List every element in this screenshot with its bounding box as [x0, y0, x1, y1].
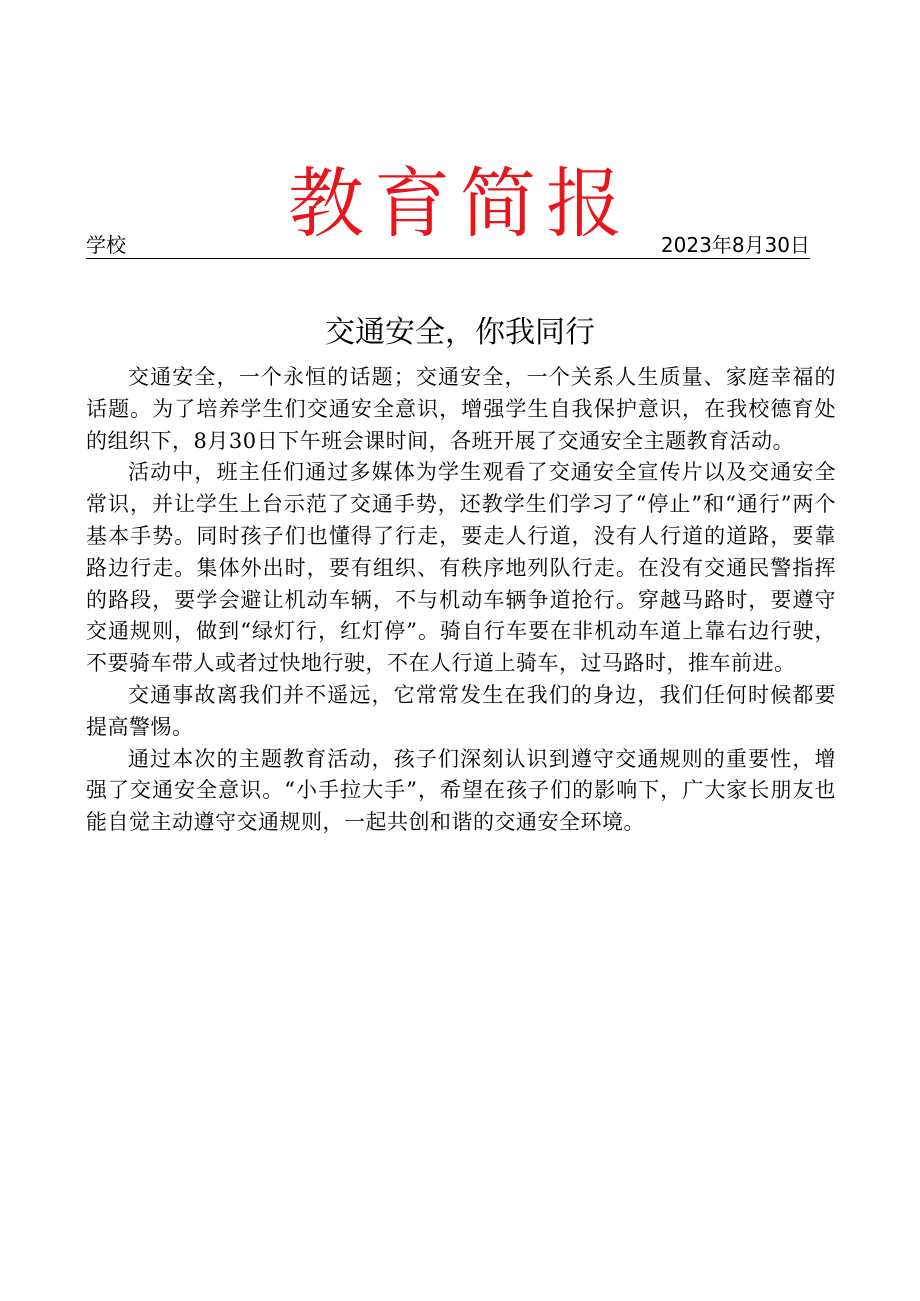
article-paragraph: 活动中，班主任们通过多媒体为学生观看了交通安全宣传片以及交通安全常识，并让学生上台示范了交通手势，还教学生们学习了“停止”和“通行”两个基本手势。同时孩子们也懂得了行走，要走人行道，没有人行道的道路，要靠路边行走。集体外出时，要有组织、有秩序地列队行走。在没有交通民警指挥的路段，要学会避让机动车辆，不与机动车辆争道抢行。穿越马路时，要遵守交通规则，做到“绿灯行，红灯停”。骑自行车要在非机动车道上靠右边行驶，不要骑车带人或者过快地行驶，不在人行道上骑车，过马路时，推车前进。: [86, 460, 836, 676]
school-label: 学校: [86, 233, 126, 257]
meta-row: [86, 232, 810, 259]
issue-date: 2023年8月30日: [660, 233, 810, 257]
article-paragraph: 交通安全，一个永恒的话题；交通安全，一个关系人生质量、家庭幸福的话题。为了培养学生们交通安全意识，增强学生自我保护意识，在我校德育处的组织下，8月30日下午班会课时间，各班开展了交通安全主题教育活动。: [86, 365, 836, 453]
article-paragraph: 交通事故离我们并不遥远，它常常发生在我们的身边，我们任何时候都要提高警惕。: [86, 682, 836, 739]
article-title: 交通安全，你我同行: [325, 314, 595, 350]
article-body: [86, 362, 836, 839]
article-paragraph: 通过本次的主题教育活动，孩子们深刻认识到遵守交通规则的重要性，增强了交通安全意识。“小手拉大手”，希望在孩子们的影响下，广大家长朋友也能自觉主动遵守交通规则，一起共创和谐的交通安全环境。: [86, 746, 836, 835]
masthead-title: 教育简报: [288, 158, 632, 248]
